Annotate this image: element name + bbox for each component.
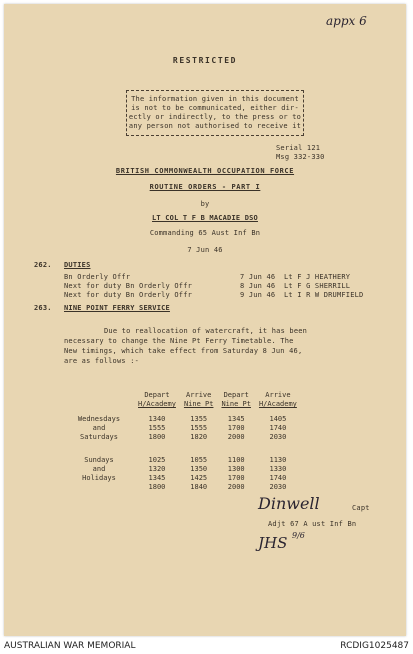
table-header-cell: Depart H/Academy — [138, 391, 176, 408]
document-page — [4, 4, 406, 636]
document-subtitle: ROUTINE ORDERS - PART I — [149, 183, 261, 191]
paragraph-line: Due to reallocation of watercraft, it has been — [104, 327, 308, 335]
group-label: Sundays and Holidays — [82, 456, 116, 482]
section-title-duties: DUTIES — [64, 261, 91, 269]
table-cell: 1055 1350 1425 1840 — [190, 456, 208, 491]
signature: Dinwell — [258, 494, 320, 513]
paragraph-line: are as follows :- — [64, 357, 140, 365]
table-cell: 1130 1330 1740 2030 — [269, 456, 287, 491]
archive-id: RCDIG1025487 — [340, 641, 409, 651]
duty-date: 9 Jun 46 — [240, 291, 276, 299]
duty-role: Bn Orderly Offr — [64, 273, 131, 281]
archive-footer — [0, 638, 413, 654]
handwritten-annotation: appx 6 — [326, 14, 367, 28]
notice-line: is not to be communicated, either dir- — [131, 104, 299, 112]
duty-officer: Lt I R W DRUMFIELD — [284, 291, 364, 299]
table-cell: 1100 1300 1700 2000 — [227, 456, 245, 491]
handwritten-initials-date: 9/6 — [292, 531, 305, 540]
notice-line: ectly or indirectly, to the press or to — [128, 113, 302, 121]
notice-line: The information given in this document — [131, 95, 299, 103]
paragraph-line: New timings, which take effect from Saturday 8 Jun 46, — [64, 347, 303, 355]
table-header-cell: Depart Nine Pt — [221, 391, 251, 408]
paragraph-line: necessary to change the Nine Pt Ferry Timetable. The — [64, 337, 294, 345]
section-title-ferry: NINE POINT FERRY SERVICE — [64, 304, 170, 312]
by-line: by — [200, 200, 210, 208]
table-cell: 1340 1555 1800 — [148, 415, 166, 441]
table-cell: 1405 1740 2030 — [269, 415, 287, 441]
table-header-cell: Arrive H/Academy — [258, 391, 297, 408]
table-header-row — [64, 391, 301, 409]
archive-name: AUSTRALIAN WAR MEMORIAL — [4, 641, 136, 651]
handwritten-initials: JHS — [258, 534, 288, 552]
table-cell: 1025 1320 1345 1800 — [148, 456, 166, 491]
commanding-officer: LT COL T F B MACADIE DSO — [152, 214, 258, 222]
signatory-unit: Adjt 67 A ust Inf Bn — [268, 520, 357, 528]
section-number: 262. — [34, 261, 52, 269]
duty-role: Next for duty Bn Orderly Offr — [64, 282, 193, 290]
classification-heading: RESTRICTED — [172, 56, 238, 65]
group-label: Wednesdays and Saturdays — [77, 415, 121, 441]
table-row — [64, 456, 301, 492]
order-date: 7 Jun 46 — [187, 246, 223, 254]
table-cell: 1345 1700 2000 — [227, 415, 245, 441]
signatory-rank: Capt — [352, 504, 370, 512]
command-unit: Commanding 65 Aust Inf Bn — [149, 229, 261, 237]
duty-role: Next for duty Bn Orderly Offr — [64, 291, 193, 299]
notice-line: any person not authorised to receive it — [128, 122, 302, 130]
duty-officer: Lt F J HEATHERY — [284, 273, 351, 281]
restriction-notice-box — [126, 90, 304, 136]
serial-reference: Msg 332-330 — [276, 153, 325, 161]
duty-date: 7 Jun 46 — [240, 273, 276, 281]
document-title: BRITISH COMMONWEALTH OCCUPATION FORCE — [115, 167, 295, 175]
table-cell: 1355 1555 1820 — [190, 415, 208, 441]
serial-number: Serial 121 — [276, 144, 321, 152]
duty-officer: Lt F G SHERRILL — [284, 282, 351, 290]
ferry-timetable — [64, 391, 301, 492]
table-header-cell: Arrive Nine Pt — [183, 391, 214, 408]
table-header-cell — [64, 391, 134, 409]
duty-date: 8 Jun 46 — [240, 282, 276, 290]
table-row — [64, 415, 301, 442]
section-number: 263. — [34, 304, 52, 312]
